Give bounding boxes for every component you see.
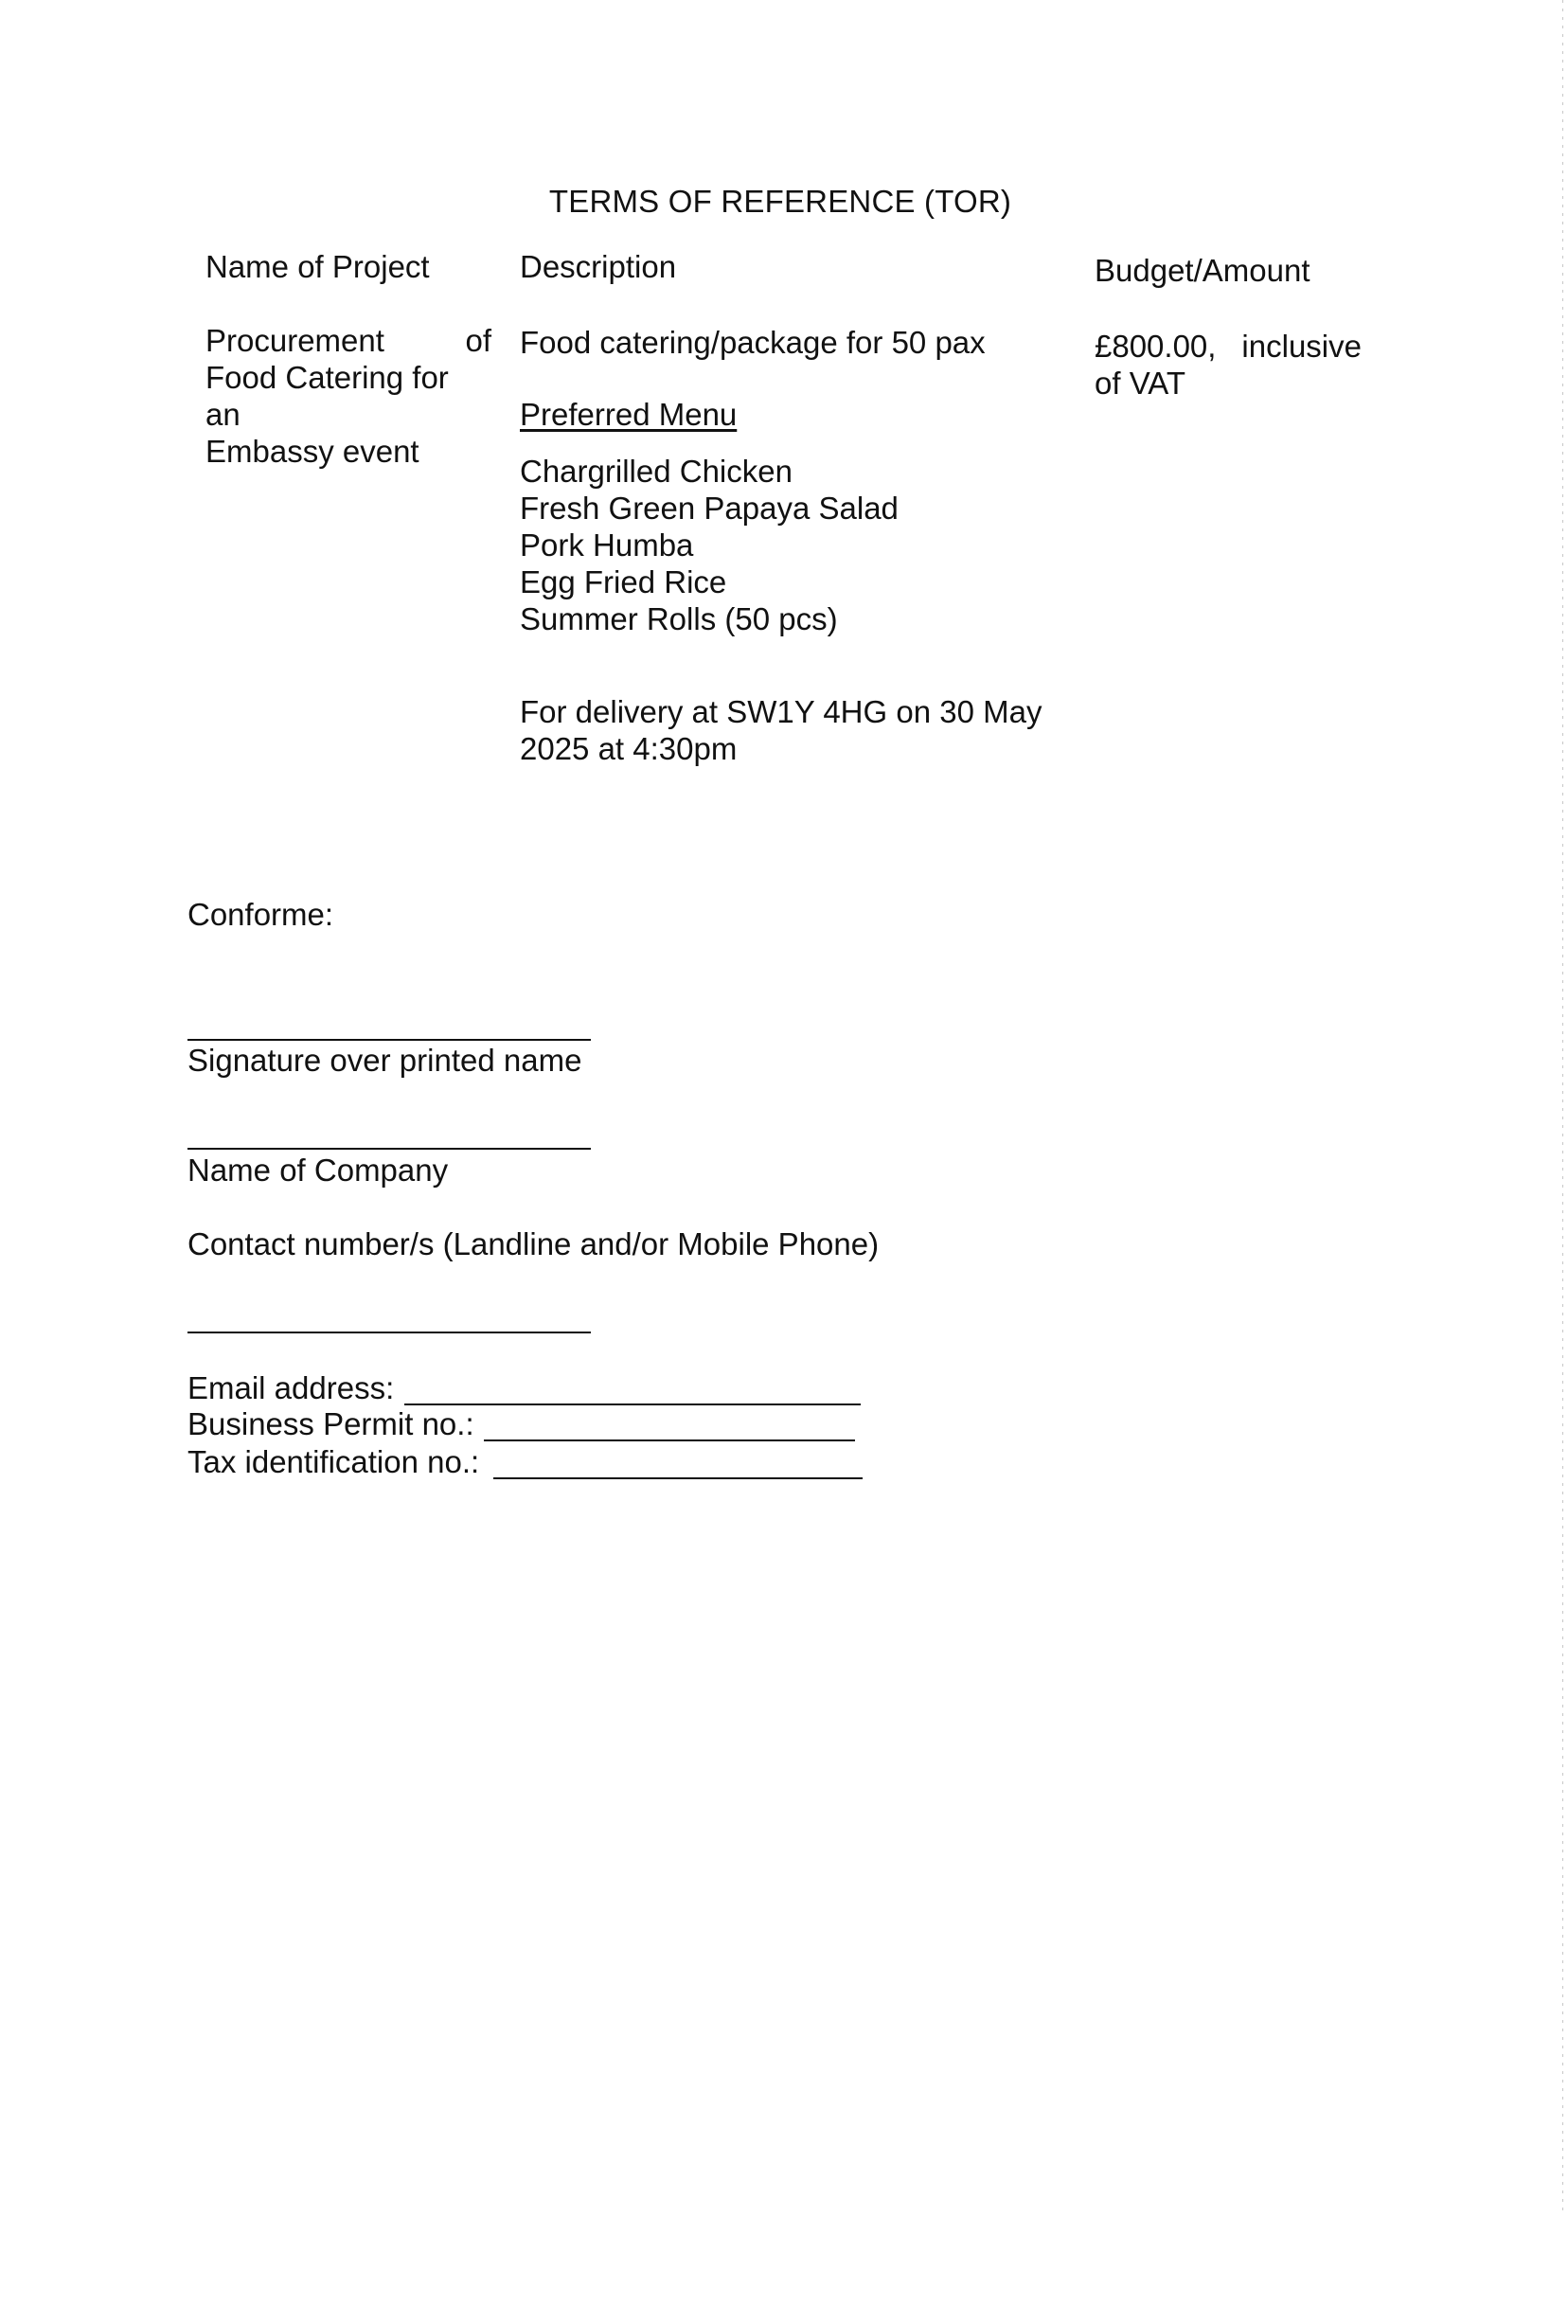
tax-id-line — [493, 1477, 863, 1479]
delivery-details — [520, 693, 1069, 767]
conforme-label: Conforme: — [187, 897, 334, 932]
header-name-of-project: Name of Project — [205, 249, 430, 284]
project-name-line: Food Catering for an — [205, 360, 449, 432]
contact-line — [187, 1332, 591, 1333]
table-divider-2 — [0, 1743, 2, 2318]
description-summary: Food catering/package for 50 pax — [520, 325, 986, 360]
menu-item: Egg Fried Rice — [520, 564, 727, 599]
menu-list — [520, 453, 1069, 637]
project-name-cell — [205, 322, 491, 470]
document-title: TERMS OF REFERENCE (TOR) — [548, 184, 1012, 219]
email-label: Email address: — [187, 1370, 395, 1405]
project-name-line: Embassy event — [205, 434, 419, 469]
menu-item: Pork Humba — [520, 527, 694, 563]
menu-item: Chargrilled Chicken — [520, 454, 793, 489]
header-description: Description — [520, 249, 677, 284]
menu-item: Fresh Green Papaya Salad — [520, 491, 899, 526]
page-edge-scan-marks — [1562, 0, 1563, 2214]
table-divider-1 — [0, 1161, 2, 1743]
tax-id-label: Tax identification no.: — [187, 1444, 480, 1479]
preferred-menu-heading: Preferred Menu — [520, 397, 738, 432]
business-permit-line — [484, 1439, 855, 1441]
table-border-right — [0, 585, 2, 1161]
signature-line — [187, 1039, 591, 1041]
table-border-left — [0, 4, 2, 585]
business-permit-label: Business Permit no.: — [187, 1406, 474, 1441]
company-line — [187, 1148, 591, 1150]
menu-item: Summer Rolls (50 pcs) — [520, 601, 838, 636]
header-budget-amount: Budget/Amount — [1095, 253, 1310, 288]
delivery-line: 2025 at 4:30pm — [520, 731, 738, 766]
contact-label: Contact number/s (Landline and/or Mobile Phone) — [187, 1226, 880, 1261]
project-name-line: Procurement of — [205, 323, 491, 358]
budget-cell — [1095, 328, 1362, 402]
delivery-line: For delivery at SW1Y 4HG on 30 May — [520, 694, 1042, 729]
budget-line: £800.00, inclusive — [1095, 329, 1362, 364]
company-label: Name of Company — [187, 1153, 449, 1188]
signature-label: Signature over printed name — [187, 1043, 582, 1078]
budget-line: of VAT — [1095, 366, 1185, 401]
table-border-bottom — [0, 2, 1184, 4]
